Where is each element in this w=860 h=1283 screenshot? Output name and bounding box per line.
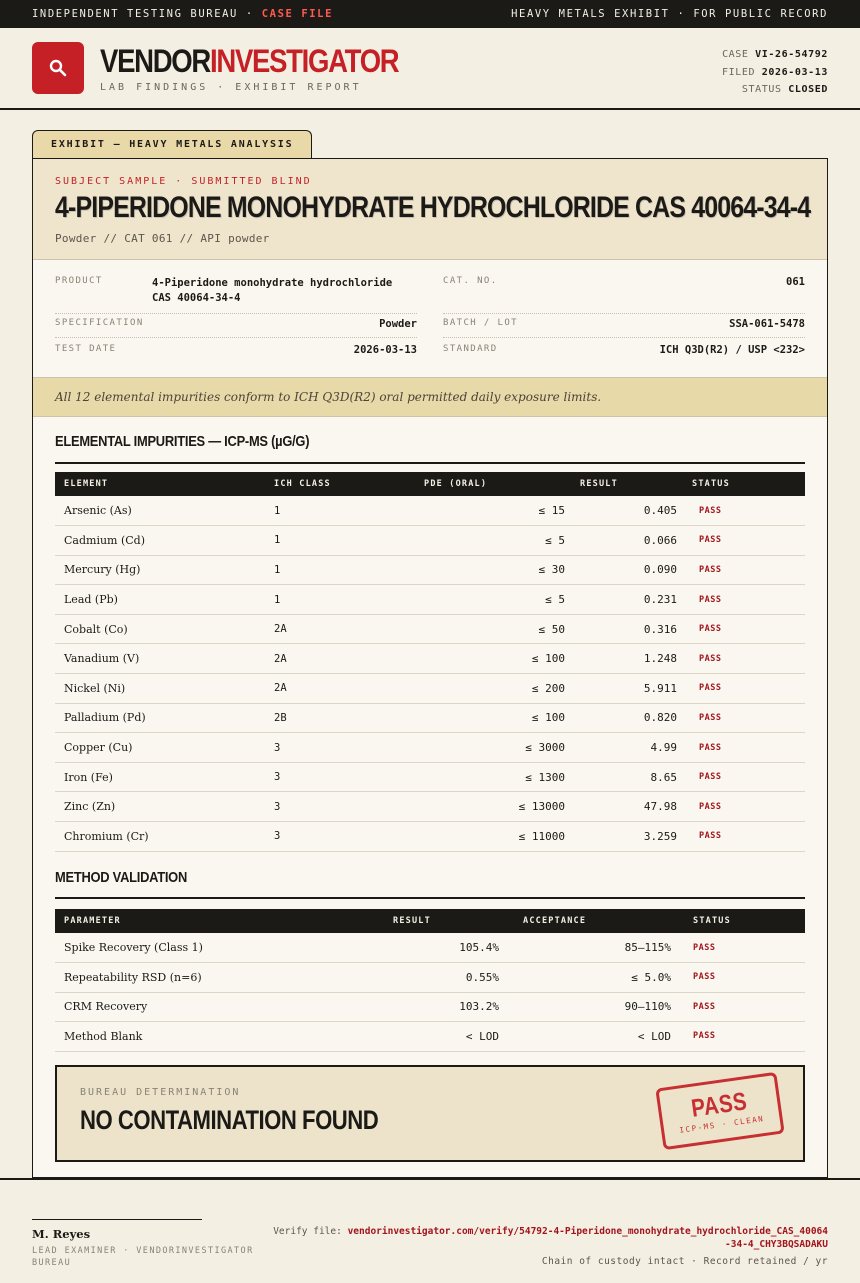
pde-limit: ≤ 1300 [415,762,571,792]
col-status: STATUS [692,479,730,489]
meta-value: SSA-061-5478 [729,318,805,330]
subject-panel [33,159,827,260]
status-badge: PASS [683,555,805,585]
brand-part-2: INVESTIGATOR [209,42,399,79]
pde-limit: ≤ 200 [415,674,571,704]
stamp-subtext: ICP-MS · CLEAN [678,1113,765,1135]
table-row [55,585,805,615]
acceptance-range: < LOD [505,1022,677,1052]
result-value: 3.259 [571,822,683,852]
result-value: 0.820 [571,703,683,733]
ich-class: 1 [265,555,415,585]
result-value: 103.2% [385,992,505,1022]
ich-class: 1 [265,526,415,556]
case-file-label: CASE FILE [261,8,334,20]
ich-class: 1 [265,585,415,615]
acceptance-range: ≤ 5.0% [505,963,677,993]
pde-limit: ≤ 15 [415,496,571,526]
custody-note: Chain of custody intact · Record retained / yr [541,1256,828,1267]
meta-key: SPECIFICATION [55,318,144,328]
result-value: 5.911 [571,674,683,704]
result-value: 0.066 [571,526,683,556]
table-row [55,1022,805,1052]
case-status: CLOSED [788,84,828,95]
ich-class: 1 [265,496,415,526]
meta-standard [443,344,805,364]
col-class: ICH CLASS [274,479,331,489]
ich-class: 2A [265,614,415,644]
ich-class: 3 [265,822,415,852]
impurities-table [55,472,805,852]
element-name: Lead (Pb) [55,585,265,615]
element-name: Palladium (Pd) [55,703,265,733]
meta-key: TEST DATE [55,344,117,354]
pass-stamp [655,1072,784,1150]
element-name: Nickel (Ni) [55,674,265,704]
table-row [55,933,805,963]
verify-block [268,1225,828,1251]
element-name: Cobalt (Co) [55,614,265,644]
brand [100,44,447,93]
status-badge: PASS [683,703,805,733]
result-value: 8.65 [571,762,683,792]
table-row [55,703,805,733]
table-row [55,614,805,644]
signature-line [32,1219,202,1220]
section-divider [55,462,805,464]
ich-class: 3 [265,762,415,792]
result-value: 0.090 [571,555,683,585]
ich-class: 3 [265,792,415,822]
table-row [55,963,805,993]
result-value: 1.248 [571,644,683,674]
parameter-name: Repeatability RSD (n=6) [55,963,385,993]
result-value: 105.4% [385,933,505,963]
meta-value: 2026-03-13 [353,344,417,356]
meta-date [55,344,417,364]
result-value: 0.55% [385,963,505,993]
acceptance-range: 90–110% [505,992,677,1022]
result-value: 4.99 [571,733,683,763]
status-badge: PASS [683,644,805,674]
status-badge: PASS [677,992,805,1022]
element-name: Vanadium (V) [55,644,265,674]
bureau-label: INDEPENDENT TESTING BUREAU · [32,8,254,20]
col-pde: PDE (ORAL) [424,479,488,489]
table-row [55,733,805,763]
element-name: Mercury (Hg) [55,555,265,585]
element-name: Cadmium (Cd) [55,526,265,556]
meta-cat [443,276,805,314]
brand-name [100,44,398,78]
header [0,28,860,110]
table-row [55,496,805,526]
brand-tagline: LAB FINDINGS · EXHIBIT REPORT [100,81,362,93]
ich-class: 2A [265,644,415,674]
element-name: Iron (Fe) [55,762,265,792]
status-badge: PASS [683,762,805,792]
brand-part-1: VENDOR [100,42,210,79]
pde-limit: ≤ 11000 [415,822,571,852]
subject-title: 4-PIPERIDONE MONOHYDRATE HYDROCHLORIDE CAS 40064-34-4 [55,191,811,224]
result-value: 0.231 [571,585,683,615]
filed-label: FILED [722,66,756,78]
element-name: Zinc (Zn) [55,792,265,822]
method-table [55,909,805,1052]
stamp-text: PASS [689,1087,749,1123]
ich-class: 2B [265,703,415,733]
parameter-name: Method Blank [55,1022,385,1052]
status-badge: PASS [677,933,805,963]
result-value: 0.405 [571,496,683,526]
pde-limit: ≤ 50 [415,614,571,644]
element-name: Arsenic (As) [55,496,265,526]
top-strip-left [32,8,333,20]
table-row [55,992,805,1022]
verify-link[interactable]: vendorinvestigator.com/verify/54792-4-Piperidone_monohydrate_hydrochloride_CAS_40064-34-4_CHY3BQSADAKU [347,1226,828,1250]
element-name: Chromium (Cr) [55,822,265,852]
status-badge: PASS [683,822,805,852]
examiner-role: LEAD EXAMINER · VENDORINVESTIGATOR BUREAU [32,1246,254,1268]
status-badge: PASS [683,496,805,526]
pde-limit: ≤ 100 [415,644,571,674]
meta-value: 061 [786,276,805,288]
determination-label: BUREAU DETERMINATION [80,1087,241,1098]
meta-value: ICH Q3D(R2) / USP <232> [659,344,805,356]
pde-limit: ≤ 5 [415,526,571,556]
table-row [55,792,805,822]
table-row [55,526,805,556]
table-row [55,762,805,792]
table-row [55,555,805,585]
col-parameter: PARAMETER [64,916,121,926]
meta-batch [443,318,805,338]
case-label: CASE [722,49,749,60]
section-divider [55,897,805,899]
pde-limit: ≤ 30 [415,555,571,585]
col-result: RESULT [580,479,618,489]
status-badge: PASS [683,614,805,644]
table-row [55,822,805,852]
table-header [55,472,805,496]
status-badge: PASS [683,526,805,556]
verify-label: Verify file: [273,1226,342,1237]
col-result: RESULT [393,916,431,926]
status-badge: PASS [683,585,805,615]
determination-value: NO CONTAMINATION FOUND [80,1105,379,1135]
table-row [55,674,805,704]
magnifier-icon [48,58,68,78]
meta-key: STANDARD [443,344,498,354]
status-badge: PASS [677,1022,805,1052]
status-badge: PASS [683,792,805,822]
examiner-name: M. Reyes [32,1227,91,1241]
ich-class: 3 [265,733,415,763]
meta-key: PRODUCT [55,276,103,286]
table-header [55,909,805,933]
element-name: Copper (Cu) [55,733,265,763]
impurities-title: ELEMENTAL IMPURITIES — ICP-MS (µG/G) [55,433,310,450]
col-acceptance: ACCEPTANCE [523,916,587,926]
exhibit-card [32,158,828,1178]
result-value: < LOD [385,1022,505,1052]
acceptance-range: 85–115% [505,933,677,963]
col-status: STATUS [693,916,731,926]
pde-limit: ≤ 5 [415,585,571,615]
bureau-determination [55,1065,805,1162]
meta-spec [55,318,417,338]
result-value: 0.316 [571,614,683,644]
parameter-name: Spike Recovery (Class 1) [55,933,385,963]
case-number: VI-26-54792 [755,49,828,60]
table-row [55,644,805,674]
pde-limit: ≤ 13000 [415,792,571,822]
conformance-notice: All 12 elemental impurities conform to ICH Q3D(R2) oral permitted daily exposure limits. [33,377,827,417]
filed-date: 2026-03-13 [761,66,828,78]
result-value: 47.98 [571,792,683,822]
status-badge: PASS [677,963,805,993]
pde-limit: ≤ 100 [415,703,571,733]
meta-key: CAT. NO. [443,276,498,286]
subject-label: SUBJECT SAMPLE · SUBMITTED BLIND [55,176,312,187]
logo[interactable] [32,42,84,94]
meta-key: BATCH / LOT [443,318,519,328]
status-label: STATUS [741,84,782,95]
col-element: ELEMENT [64,479,109,489]
method-title: METHOD VALIDATION [55,869,188,886]
footer [0,1178,860,1283]
status-badge: PASS [683,733,805,763]
meta-value: 4-Piperidone monohydrate hydrochloride CAS 40064-34-4 [152,277,393,304]
exhibit-tab: EXHIBIT — HEAVY METALS ANALYSIS [32,130,312,158]
case-meta [722,46,828,99]
meta-product [55,276,417,314]
top-strip-right: HEAVY METALS EXHIBIT · FOR PUBLIC RECORD [511,8,828,20]
status-badge: PASS [683,674,805,704]
top-strip [0,0,860,28]
ich-class: 2A [265,674,415,704]
subject-subtitle: Powder // CAT 061 // API powder [55,232,270,245]
parameter-name: CRM Recovery [55,992,385,1022]
meta-value: Powder [379,318,417,330]
pde-limit: ≤ 3000 [415,733,571,763]
